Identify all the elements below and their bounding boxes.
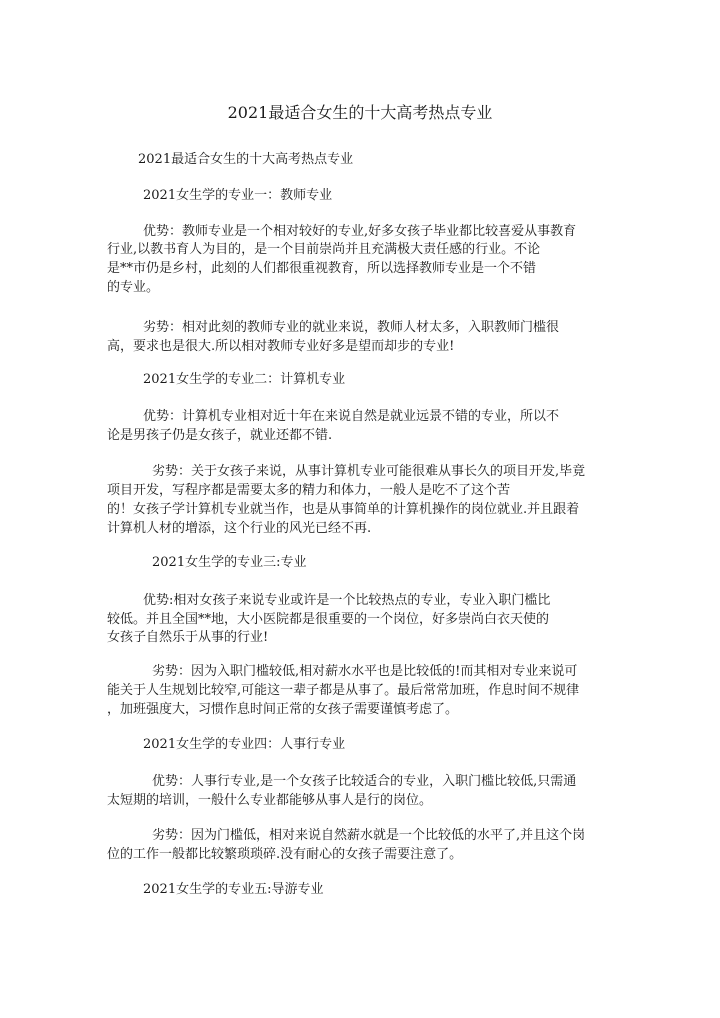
section-heading-computer: 2021女生学的专业二：计算机专业 — [143, 372, 346, 387]
section-heading-hr: 2021女生学的专业四：人事行专业 — [143, 737, 346, 752]
cons-line: 劣势：关于女孩子来说，从事计算机专业可能很难从事长久的项目开发,毕竟 — [152, 464, 586, 479]
cons-line: ，加班强度大，习惯作息时间正常的女孩子需要谨慎考虑了。 — [107, 702, 459, 717]
pros-line: 优势:相对女孩子来说专业或许是一个比较热点的专业，专业入职门槛比 — [143, 593, 551, 608]
pros-line: 优势：教师专业是一个相对较好的专业,好多女孩子毕业都比较喜爱从事教育 — [143, 224, 577, 239]
pros-line: 女孩子自然乐于从事的行业! — [107, 630, 269, 645]
section-heading-tour-guide: 2021女生学的专业五:导游专业 — [143, 882, 324, 897]
pros-line: 太短期的培训，一般什么专业都能够从事人是行的岗位。 — [107, 793, 433, 808]
cons-line: 劣势：相对此刻的教师专业的就业来说，教师人材太多，入职教师门槛很 — [143, 320, 560, 335]
cons-line: 计算机人材的增添，这个行业的风光已经不再. — [107, 521, 372, 536]
cons-line: 项目开发，写程序都是需要太多的精力和体力，一般人是吃不了这个苦 — [107, 483, 511, 498]
pros-line: 论是男孩子仍是女孩子，就业还都不错. — [107, 428, 333, 443]
cons-line: 劣势：因为入职门槛较低,相对薪水水平也是比较低的!而其相对专业来说可 — [152, 664, 578, 679]
document-title: 2021最适合女生的十大高考热点专业 — [227, 103, 493, 122]
cons-line: 的！女孩子学计算机专业就当作，也是从事简单的计算机操作的岗位就业.并且跟着 — [107, 502, 580, 517]
document-subtitle: 2021最适合女生的十大高考热点专业 — [138, 152, 354, 167]
pros-line: 是**市仍是乡村，此刻的人们都很重视教育，所以选择教师专业是一个不错 — [107, 261, 537, 276]
pros-line: 优势：计算机专业相对近十年在来说自然是就业远景不错的专业，所以不 — [143, 409, 560, 424]
pros-line: 行业,以教书育人为目的，是一个目前崇尚并且充满极大责任感的行业。不论 — [107, 242, 541, 257]
pros-line: 优势：人事行专业,是一个女孩子比较适合的专业，入职门槛比较低,只需通 — [152, 774, 577, 789]
cons-line: 位的工作一般都比较繁琐琐碎.没有耐心的女孩子需要注意了。 — [107, 847, 463, 862]
cons-line: 高，要求也是很大.所以相对教师专业好多是望而却步的专业! — [107, 339, 455, 354]
cons-line: 劣势：因为门槛低，相对来说自然薪水就是一个比较低的水平了,并且这个岗 — [152, 828, 586, 843]
pros-line: 较低。并且全国**地，大小医院都是很重要的一个岗位，好多崇尚白衣天使的 — [107, 612, 550, 627]
section-heading-teacher: 2021女生学的专业一：教师专业 — [143, 188, 333, 203]
pros-line: 的专业。 — [107, 280, 160, 295]
cons-line: 能关于人生规划比较窄,可能这一辈子都是从事了。最后常常加班，作息时间不规律 — [107, 683, 580, 698]
section-heading-nursing: 2021女生学的专业三:专业 — [152, 555, 307, 570]
